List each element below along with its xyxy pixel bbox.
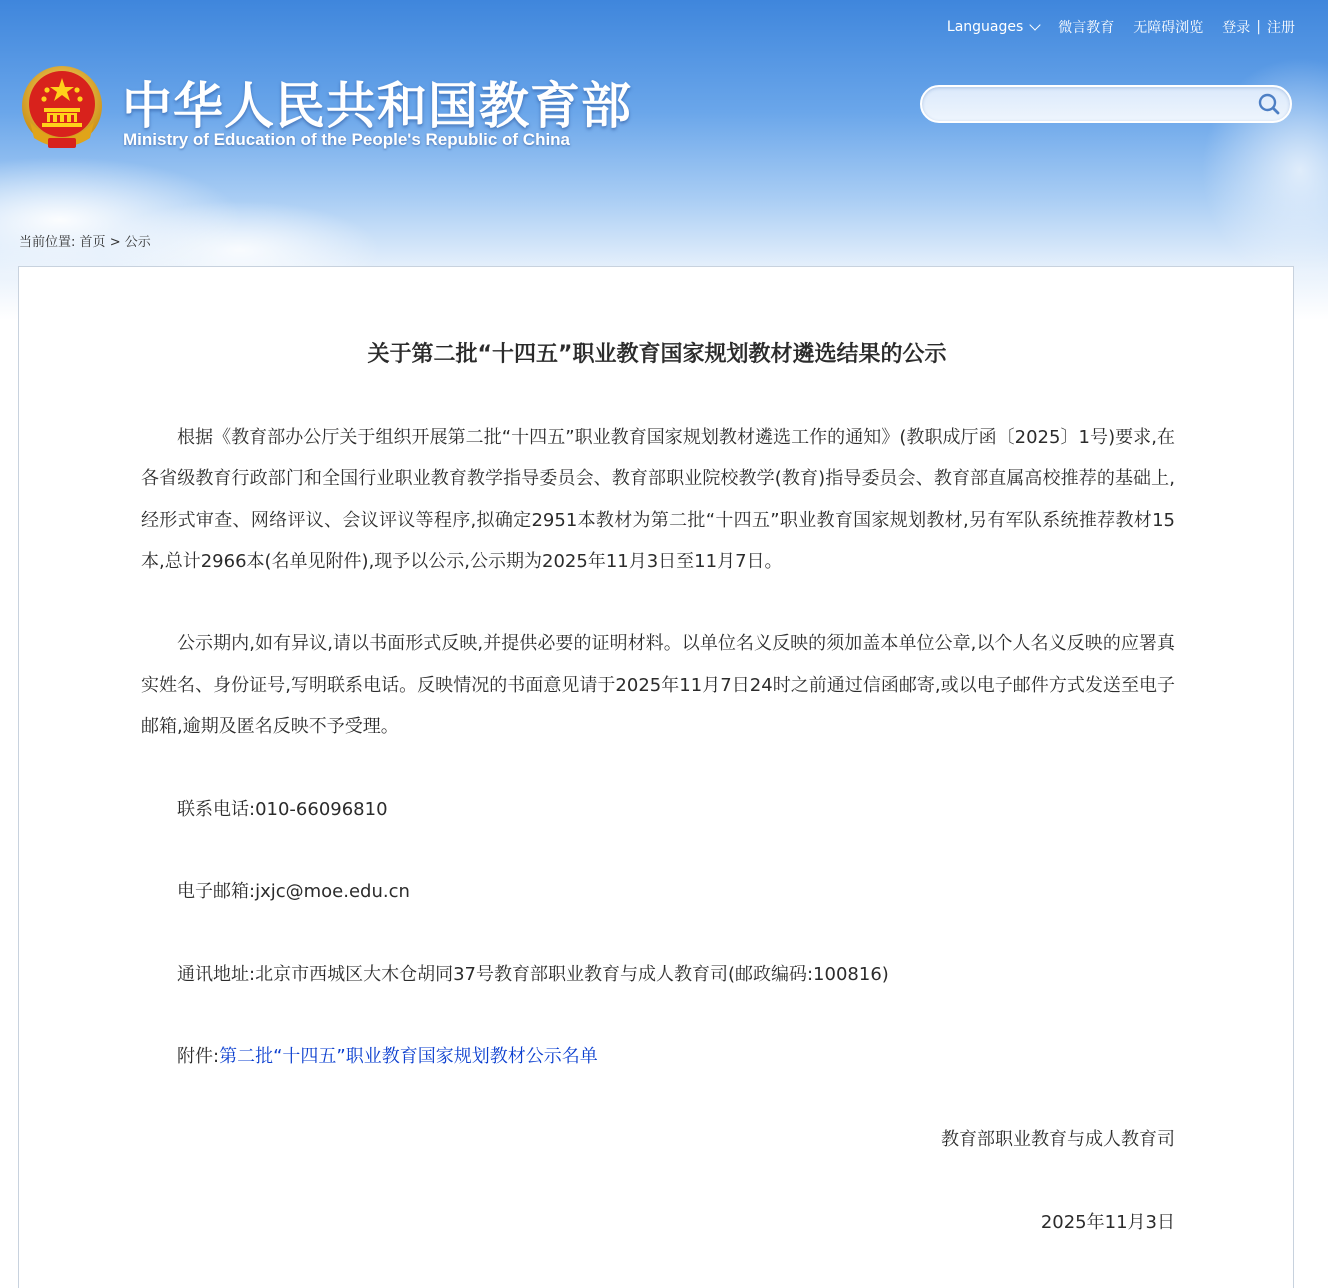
article-body <box>141 417 1175 1243</box>
top-nav <box>947 17 1295 37</box>
national-emblem-icon <box>20 64 104 152</box>
chevron-down-icon <box>1030 19 1041 30</box>
nav-separator: | <box>1256 19 1261 35</box>
attachment-label: 附件: <box>177 1046 220 1068</box>
contact-phone: 联系电话:010-66096810 <box>177 798 388 820</box>
attachment-line <box>141 1036 1175 1077</box>
article-paragraph-1: 根据《教育部办公厅关于组织开展第二批“十四五”职业教育国家规划教材遴选工作的通知》(教职成厅函〔2025〕1号)要求,在各省级教育行政部门和全国行业职业教育教学指导委员会、教育部职业院校教学(教育)指导委员会、教育部直属高校推荐的基础上,经形式审查、网络评议、会议评议等程序,拟确定2951本教材为第二批“十四五”职业教育国家规划教材,另有军队系统推荐教材15本,总计2966本(名单见附件),现予以公示,公示期为2025年11月3日至11月7日。 <box>141 427 1175 572</box>
languages-dropdown[interactable] <box>947 19 1039 35</box>
content-panel <box>18 266 1294 1288</box>
breadcrumb-current[interactable]: 公示 <box>124 235 151 250</box>
breadcrumb-home-link[interactable]: 首页 <box>79 235 106 250</box>
article-title: 关于第二批“十四五”职业教育国家规划教材遴选结果的公示 <box>367 342 947 367</box>
article-paragraph-2: 公示期内,如有异议,请以书面形式反映,并提供必要的证明材料。以单位名义反映的须加盖本单位公章,以个人名义反映的应署真实姓名、身份证号,写明联系电话。反映情况的书面意见请于2025年11月7日24时之前通过信函邮寄,或以电子邮件方式发送至电子邮箱,逾期及匿名反映不予受理。 <box>141 633 1175 738</box>
login-register-group <box>1222 17 1295 37</box>
search-icon[interactable] <box>1256 91 1282 117</box>
site-title: 中华人民共和国教育部 <box>122 77 632 135</box>
contact-email: 电子邮箱:jxjc@moe.edu.cn <box>177 881 410 903</box>
register-link[interactable]: 注册 <box>1267 20 1295 36</box>
weiyan-link[interactable]: 微言教育 <box>1058 20 1115 36</box>
breadcrumb-separator: > <box>109 235 121 250</box>
site-subtitle: Ministry of Education of the People's Republic of China <box>123 130 571 149</box>
breadcrumb-prefix: 当前位置: <box>19 235 76 250</box>
contact-address: 通讯地址:北京市西城区大木仓胡同37号教育部职业教育与成人教育司(邮政编码:100816) <box>177 963 889 985</box>
breadcrumb <box>19 231 151 250</box>
login-link[interactable]: 登录 <box>1222 20 1251 36</box>
article-signature: 教育部职业教育与成人教育司 <box>941 1129 1175 1151</box>
search-box <box>920 85 1292 123</box>
attachment-link[interactable]: 第二批“十四五”职业教育国家规划教材公示名单 <box>219 1046 598 1068</box>
languages-label: Languages <box>946 19 1024 35</box>
accessible-browse-link[interactable]: 无障碍浏览 <box>1133 20 1204 36</box>
article-date: 2025年11月3日 <box>1040 1211 1175 1233</box>
search-input[interactable] <box>936 93 1250 117</box>
